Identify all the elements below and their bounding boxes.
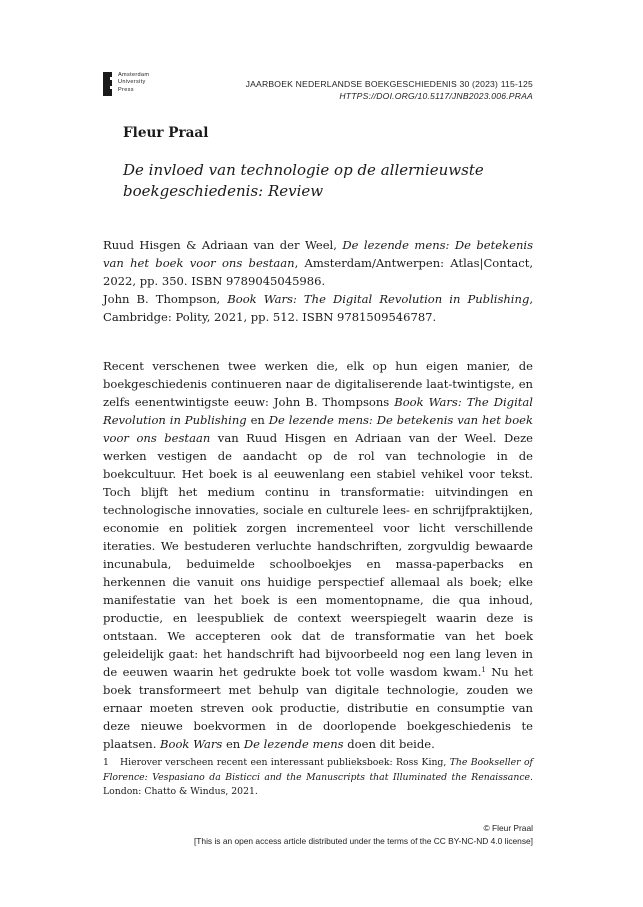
publisher-line: Press: [118, 86, 134, 93]
footnote: [103, 756, 533, 800]
book-title: De lezende mens: De betekenis van het boek voor ons bestaan: [103, 413, 533, 445]
doi-link[interactable]: HTTPS://DOI.ORG/10.5117/JNB2023.006.PRAA: [339, 91, 533, 101]
journal-citation: JAARBOEK NEDERLANDSE BOEKGESCHIEDENIS 30 (2023) 115-125: [245, 79, 533, 89]
reference-entry: [103, 290, 533, 326]
book-title: De lezende mens: [243, 737, 344, 751]
body-text: [103, 357, 533, 753]
text-run: Nu het boek transformeert met behulp van digitale technologie, zouden we ernaar moeten streven ook productie, distributie en consumptie van deze nieuwe boekvormen in de doorlopende boekgeschiedenis te plaatsen.: [103, 665, 533, 751]
reference-title: De lezende mens: De betekenis van het boek voor ons bestaan: [103, 238, 533, 270]
copyright-line: © Fleur Praal: [483, 823, 533, 833]
publisher-line: University: [118, 79, 146, 86]
publisher-logo-mark: [103, 72, 112, 96]
license-notice: [This is an open access article distributed under the terms of the CC BY-NC-ND 4.0 license]: [193, 836, 533, 846]
footnote-book-title: The Bookseller of Florence: Vespasiano da Bisticci and the Manuscripts that Illuminated the Renaissance: [103, 757, 533, 783]
footnote-number: 1: [103, 757, 109, 768]
footnote-reference[interactable]: 1: [481, 666, 486, 674]
text-run: Recent verschenen twee werken die, elk op hun eigen manier, de boekgeschiedenis continueren naar de digitaliserende laat-twintigste, en zelfs eenentwintigste eeuw: John B. Thompsons: [103, 359, 533, 409]
footnote-text: . London: Chatto & Windus, 2021.: [103, 771, 533, 797]
footnote-text: Hierover verscheen recent een interessant publieksboek: Ross King,: [120, 757, 450, 768]
article-author: Fleur Praal: [123, 125, 209, 141]
reference-entry: [103, 236, 533, 290]
book-title: Book Wars: The Digital Revolution in Publishing: [103, 395, 533, 427]
reference-details: , Cambridge: Polity, 2021, pp. 512. ISBN 9781509546787.: [103, 292, 534, 324]
reviewed-books: [103, 236, 533, 326]
publisher-logo-text: [118, 72, 149, 94]
body-paragraph: [103, 357, 533, 753]
text-run: doen dit beide.: [343, 737, 435, 751]
reference-authors: Ruud Hisgen & Adriaan van der Weel,: [103, 238, 337, 252]
reference-title: Book Wars: The Digital Revolution in Publishing: [227, 292, 530, 306]
text-run: en: [222, 737, 244, 751]
text-run: van Ruud Hisgen en Adriaan van der Weel. Deze werken vestigen de aandacht op de rol van technologie in de boekcultuur. Het boek is al eeuwenlang een stabiel vehikel voor tekst. Toch blijft het medium continu in transformatie: uitvindingen en technologische innovaties, sociale en culturele lees- en schrijfpraktijken, economie en politiek zorgen incrementeel voor licht verschillende iteraties. We bestuderen verluchte handschriften, zorgvuldig bewaarde incunabula, beduimelde schoolboekjes en massa-paperbacks en herkennen die vanuit ons huidige perspectief allemaal als boek; elke manifestatie van het boek is een momentopname, die qua inhoud, productie, en leespubliek de context weerspiegelt waarin deze is ontstaan. We accepteren ook dat de transformatie van het boek geleidelijk gaat: het handschrift had bijvoorbeeld nog een lang leven in de eeuwen waarin het gedrukte boek tot volle wasdom kwam.: [103, 431, 533, 679]
license-block: [194, 822, 533, 848]
reference-details: , Amsterdam/Antwerpen: Atlas|Contact, 2022, pp. 350. ISBN 9789045045986.: [103, 256, 534, 288]
text-run: en: [246, 413, 269, 427]
article-title: De invloed van technologie op de allernieuwste boekgeschiedenis: Review: [123, 161, 484, 200]
publisher-logo: [103, 72, 149, 96]
publisher-line: Amsterdam: [118, 72, 150, 78]
reference-authors: John B. Thompson,: [103, 292, 221, 306]
journal-header: [246, 78, 533, 102]
book-title: Book Wars: [160, 737, 223, 751]
